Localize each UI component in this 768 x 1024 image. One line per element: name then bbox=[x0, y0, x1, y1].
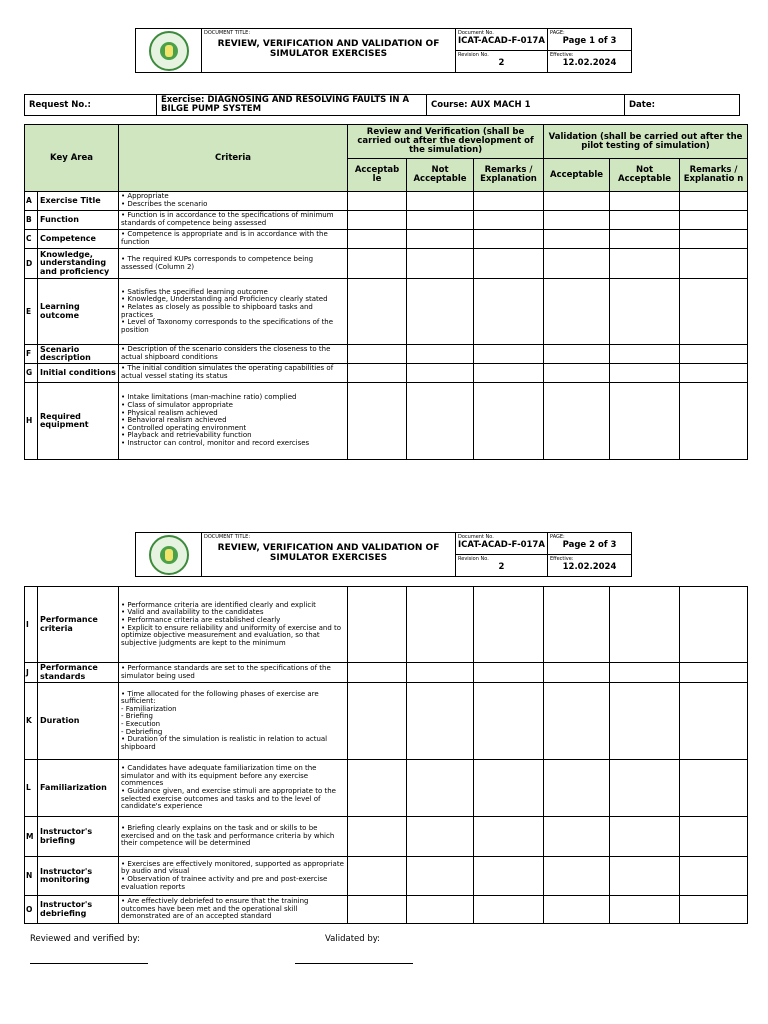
rv-remarks-cell[interactable] bbox=[474, 345, 544, 364]
key-area-cell: Exercise Title bbox=[38, 192, 119, 211]
key-area-cell: Duration bbox=[38, 683, 119, 760]
key-area-cell: Scenario description bbox=[38, 345, 119, 364]
criteria-cell bbox=[119, 683, 348, 760]
key-area-cell: Instructor's debriefing bbox=[38, 896, 119, 924]
v-remarks-cell[interactable] bbox=[680, 817, 748, 857]
criteria-cell bbox=[119, 230, 348, 249]
doc-no-cell bbox=[456, 533, 548, 555]
revision-label: Revision No. bbox=[458, 52, 489, 58]
v-remarks-cell[interactable] bbox=[680, 896, 748, 924]
doc-title-label: DOCUMENT TITLE: bbox=[204, 30, 251, 36]
criteria-cell bbox=[119, 211, 348, 230]
criteria-item: • Level of Taxonomy corresponds to the specifications of the position bbox=[121, 318, 334, 334]
row-letter: G bbox=[25, 364, 38, 383]
rv-acceptable-cell[interactable] bbox=[348, 587, 407, 663]
criteria-item: - Debriefing bbox=[121, 727, 163, 736]
criteria-table-page2 bbox=[24, 586, 748, 924]
criteria-item: • Describes the scenario bbox=[121, 200, 208, 208]
criteria-item: • Competence is appropriate and is in accordance with the function bbox=[121, 230, 328, 246]
row-letter: M bbox=[25, 817, 38, 857]
doc-title: REVIEW, VERIFICATION AND VALIDATION OF SIMULATOR EXERCISES bbox=[217, 543, 440, 563]
key-area-cell: Function bbox=[38, 211, 119, 230]
rv-remarks-cell[interactable] bbox=[474, 896, 544, 924]
effective-label: Effective: bbox=[550, 556, 574, 562]
page-number: Page 2 of 3 bbox=[562, 540, 617, 550]
date-field[interactable]: Date: bbox=[625, 95, 740, 116]
criteria-item: - Briefing bbox=[121, 712, 153, 721]
revision-no: 2 bbox=[498, 58, 505, 68]
rv-not-acceptable-cell[interactable] bbox=[407, 249, 474, 279]
rv-not-acceptable-cell[interactable] bbox=[407, 817, 474, 857]
row-letter: D bbox=[25, 249, 38, 279]
criteria-cell bbox=[119, 760, 348, 817]
document-header-page1 bbox=[135, 28, 632, 73]
rv-remarks-cell[interactable] bbox=[474, 211, 544, 230]
rv-not-acceptable-cell[interactable] bbox=[407, 896, 474, 924]
criteria-item: • Are effectively debriefed to ensure that the training outcomes have been met and the operational skill demonstrated are of an accepted standard bbox=[121, 897, 309, 921]
row-letter: E bbox=[25, 279, 38, 345]
doc-no-cell bbox=[456, 29, 548, 51]
key-area-cell: Instructor's briefing bbox=[38, 817, 119, 857]
v-not-acceptable-cell[interactable] bbox=[610, 896, 680, 924]
criteria-cell bbox=[119, 587, 348, 663]
effective-date: 12.02.2024 bbox=[562, 562, 617, 572]
v-not-acceptable-cell[interactable] bbox=[610, 683, 680, 760]
criteria-item: - Execution bbox=[121, 720, 161, 728]
v-remarks-cell[interactable] bbox=[680, 279, 748, 345]
criteria-table-page1 bbox=[24, 124, 748, 460]
rv-acceptable-cell[interactable] bbox=[348, 896, 407, 924]
criteria-item: • Explicit to ensure reliability and uniformity of exercise and to optimize objective measurement and evaluation, so that subjective judgments are kept to the minimum bbox=[121, 623, 342, 647]
request-info-table bbox=[24, 94, 740, 116]
rv-not-acceptable-cell[interactable] bbox=[407, 683, 474, 760]
v-not-acceptable-cell[interactable] bbox=[610, 345, 680, 364]
criteria-item: • Performance criteria are identified clearly and explicit bbox=[121, 600, 316, 609]
criteria-item: • The initial condition simulates the operating capabilities of actual vessel stating its status bbox=[121, 364, 334, 380]
v-acceptable-cell[interactable] bbox=[544, 857, 610, 896]
key-area-cell: Competence bbox=[38, 230, 119, 249]
row-letter: L bbox=[25, 760, 38, 817]
rv-not-acceptable-cell[interactable] bbox=[407, 345, 474, 364]
v-remarks-cell[interactable] bbox=[680, 364, 748, 383]
criteria-row bbox=[25, 192, 748, 211]
row-letter: I bbox=[25, 587, 38, 663]
criteria-cell bbox=[119, 857, 348, 896]
rv-not-acceptable-cell[interactable] bbox=[407, 192, 474, 211]
doc-no: ICAT-ACAD-F-017A bbox=[458, 540, 545, 550]
row-letter: N bbox=[25, 857, 38, 896]
v-not-acceptable-cell[interactable] bbox=[610, 663, 680, 683]
criteria-item: • Candidates have adequate familiarization time on the simulator and with its equipment before any exercise commences bbox=[121, 764, 317, 788]
page-cell bbox=[548, 533, 632, 555]
reviewed-signature-line[interactable] bbox=[30, 963, 148, 964]
institution-logo-icon bbox=[149, 31, 189, 71]
rv-remarks-cell[interactable] bbox=[474, 249, 544, 279]
criteria-item: • Function is in accordance to the specifications of minimum standards of competence being assessed bbox=[121, 211, 334, 227]
criteria-row bbox=[25, 817, 748, 857]
page-label: PAGE: bbox=[550, 30, 565, 36]
v-acceptable-cell[interactable] bbox=[544, 230, 610, 249]
rv-acceptable-cell[interactable] bbox=[348, 383, 407, 460]
rv-not-acceptable-cell[interactable] bbox=[407, 211, 474, 230]
v-acceptable-cell[interactable] bbox=[544, 279, 610, 345]
criteria-item: • Behavioral realism achieved bbox=[121, 416, 227, 425]
effective-label: Effective: bbox=[550, 52, 574, 58]
rv-acceptable-cell[interactable] bbox=[348, 683, 407, 760]
row-letter: B bbox=[25, 211, 38, 230]
logo-cell bbox=[136, 533, 202, 577]
page-label: PAGE: bbox=[550, 534, 565, 540]
criteria-row bbox=[25, 383, 748, 460]
v-acceptable-cell[interactable] bbox=[544, 249, 610, 279]
v-not-acceptable-cell[interactable] bbox=[610, 857, 680, 896]
criteria-item: • Knowledge, Understanding and Proficiency clearly stated bbox=[121, 295, 328, 304]
v-not-acceptable-cell[interactable] bbox=[610, 192, 680, 211]
criteria-item: • Description of the scenario considers the closeness to the actual shipboard conditions bbox=[121, 345, 331, 361]
revision-cell bbox=[456, 51, 548, 73]
rv-acceptable-cell[interactable] bbox=[348, 857, 407, 896]
key-area-header: Key Area bbox=[25, 125, 119, 192]
v-remarks-cell[interactable] bbox=[680, 587, 748, 663]
effective-cell bbox=[548, 555, 632, 577]
v-not-acceptable-cell[interactable] bbox=[610, 364, 680, 383]
validation-header: Validation (shall be carried out after the pilot testing of simulation) bbox=[544, 125, 748, 159]
criteria-row bbox=[25, 760, 748, 817]
v-not-acceptable-cell[interactable] bbox=[610, 760, 680, 817]
course-field: Course: AUX MACH 1 bbox=[427, 95, 625, 116]
v-not-acceptable-header: Not Acceptable bbox=[610, 159, 680, 192]
rv-remarks-cell[interactable] bbox=[474, 817, 544, 857]
rv-acceptable-cell[interactable] bbox=[348, 364, 407, 383]
v-remarks-cell[interactable] bbox=[680, 760, 748, 817]
v-acceptable-cell[interactable] bbox=[544, 587, 610, 663]
criteria-item: • Appropriate bbox=[121, 192, 169, 201]
key-area-cell: Initial conditions bbox=[38, 364, 119, 383]
v-remarks-cell[interactable] bbox=[680, 230, 748, 249]
v-remarks-cell[interactable] bbox=[680, 683, 748, 760]
revision-cell bbox=[456, 555, 548, 577]
criteria-row bbox=[25, 587, 748, 663]
v-remarks-cell[interactable] bbox=[680, 211, 748, 230]
rv-acceptable-cell[interactable] bbox=[348, 249, 407, 279]
institution-logo-icon bbox=[149, 535, 189, 575]
key-area-cell: Familiarization bbox=[38, 760, 119, 817]
rv-remarks-cell[interactable] bbox=[474, 663, 544, 683]
effective-cell bbox=[548, 51, 632, 73]
criteria-item: • Performance standards are set to the specifications of the simulator being used bbox=[121, 663, 331, 680]
criteria-row bbox=[25, 230, 748, 249]
criteria-item: • Time allocated for the following phases of exercise are sufficient: bbox=[121, 689, 319, 706]
doc-no-label: Document No. bbox=[458, 30, 494, 36]
document-header-page2 bbox=[135, 532, 632, 577]
doc-title-cell bbox=[202, 533, 456, 577]
page-number: Page 1 of 3 bbox=[562, 36, 617, 46]
criteria-item: • Valid and availability to the candidates bbox=[121, 608, 264, 617]
key-area-cell: Required equipment bbox=[38, 383, 119, 460]
v-acceptable-cell[interactable] bbox=[544, 345, 610, 364]
criteria-header: Criteria bbox=[119, 125, 348, 192]
v-acceptable-cell[interactable] bbox=[544, 896, 610, 924]
row-letter: F bbox=[25, 345, 38, 364]
v-not-acceptable-cell[interactable] bbox=[610, 587, 680, 663]
criteria-cell bbox=[119, 249, 348, 279]
rv-remarks-cell[interactable] bbox=[474, 364, 544, 383]
v-remarks-cell[interactable] bbox=[680, 192, 748, 211]
rv-not-acceptable-cell[interactable] bbox=[407, 230, 474, 249]
v-acceptable-cell[interactable] bbox=[544, 383, 610, 460]
row-letter: J bbox=[25, 663, 38, 683]
v-acceptable-cell[interactable] bbox=[544, 663, 610, 683]
v-remarks-cell[interactable] bbox=[680, 857, 748, 896]
criteria-item: • Controlled operating environment bbox=[121, 423, 247, 432]
criteria-cell bbox=[119, 663, 348, 683]
rv-acceptable-cell[interactable] bbox=[348, 345, 407, 364]
criteria-item: • Duration of the simulation is realistic in relation to actual shipboard bbox=[121, 735, 328, 751]
criteria-cell bbox=[119, 383, 348, 460]
v-acceptable-cell[interactable] bbox=[544, 817, 610, 857]
rv-acceptable-cell[interactable] bbox=[348, 663, 407, 683]
criteria-cell bbox=[119, 896, 348, 924]
v-acceptable-cell[interactable] bbox=[544, 364, 610, 383]
rv-remarks-cell[interactable] bbox=[474, 383, 544, 460]
doc-no-label: Document No. bbox=[458, 534, 494, 540]
rv-remarks-cell[interactable] bbox=[474, 192, 544, 211]
criteria-row bbox=[25, 857, 748, 896]
criteria-cell bbox=[119, 279, 348, 345]
rv-not-acceptable-cell[interactable] bbox=[407, 364, 474, 383]
doc-no: ICAT-ACAD-F-017A bbox=[458, 36, 545, 46]
rv-not-acceptable-cell[interactable] bbox=[407, 760, 474, 817]
rv-acceptable-cell[interactable] bbox=[348, 230, 407, 249]
key-area-cell: Knowledge, understanding and proficiency bbox=[38, 249, 119, 279]
rv-remarks-cell[interactable] bbox=[474, 279, 544, 345]
criteria-item: • The required KUPs corresponds to competence being assessed (Column 2) bbox=[121, 254, 314, 271]
reviewed-by-label: Reviewed and verified by: bbox=[30, 934, 140, 944]
doc-title-cell bbox=[202, 29, 456, 73]
criteria-item: • Class of simulator appropriate bbox=[121, 401, 233, 410]
row-letter: K bbox=[25, 683, 38, 760]
criteria-item: • Satisfies the specified learning outcome bbox=[121, 287, 268, 296]
rv-remarks-header: Remarks / Explanation bbox=[474, 159, 544, 192]
criteria-row bbox=[25, 683, 748, 760]
criteria-cell bbox=[119, 192, 348, 211]
criteria-row bbox=[25, 345, 748, 364]
criteria-row bbox=[25, 663, 748, 683]
v-not-acceptable-cell[interactable] bbox=[610, 211, 680, 230]
rv-acceptable-cell[interactable] bbox=[348, 760, 407, 817]
v-not-acceptable-cell[interactable] bbox=[610, 817, 680, 857]
key-area-cell: Instructor's monitoring bbox=[38, 857, 119, 896]
v-not-acceptable-cell[interactable] bbox=[610, 383, 680, 460]
criteria-item: • Instructor can control, monitor and record exercises bbox=[121, 438, 310, 447]
rv-not-acceptable-header: Not Acceptable bbox=[407, 159, 474, 192]
rv-acceptable-header: Acceptab le bbox=[348, 159, 407, 192]
criteria-item: • Briefing clearly explains on the task and or skills to be exercised and on the task and performance criteria by which their competence will be determined bbox=[121, 824, 335, 848]
v-acceptable-cell[interactable] bbox=[544, 192, 610, 211]
v-acceptable-cell[interactable] bbox=[544, 683, 610, 760]
v-acceptable-cell[interactable] bbox=[544, 760, 610, 817]
revision-no: 2 bbox=[498, 562, 505, 572]
validated-signature-line[interactable] bbox=[295, 963, 413, 964]
criteria-row bbox=[25, 279, 748, 345]
row-letter: H bbox=[25, 383, 38, 460]
rv-remarks-cell[interactable] bbox=[474, 230, 544, 249]
criteria-item: • Intake limitations (man-machine ratio) complied bbox=[121, 393, 297, 402]
page-cell bbox=[548, 29, 632, 51]
v-not-acceptable-cell[interactable] bbox=[610, 279, 680, 345]
review-verification-header: Review and Verification (shall be carried out after the development of the simulation) bbox=[348, 125, 544, 159]
row-letter: O bbox=[25, 896, 38, 924]
key-area-cell: Performance criteria bbox=[38, 587, 119, 663]
doc-title-label: DOCUMENT TITLE: bbox=[204, 534, 251, 540]
criteria-item: - Familiarization bbox=[121, 704, 177, 713]
rv-not-acceptable-cell[interactable] bbox=[407, 279, 474, 345]
row-letter: A bbox=[25, 192, 38, 211]
key-area-cell: Learning outcome bbox=[38, 279, 119, 345]
v-not-acceptable-cell[interactable] bbox=[610, 249, 680, 279]
rv-remarks-cell[interactable] bbox=[474, 683, 544, 760]
v-remarks-cell[interactable] bbox=[680, 249, 748, 279]
rv-not-acceptable-cell[interactable] bbox=[407, 663, 474, 683]
v-acceptable-cell[interactable] bbox=[544, 211, 610, 230]
rv-not-acceptable-cell[interactable] bbox=[407, 857, 474, 896]
request-no-field[interactable]: Request No.: bbox=[25, 95, 157, 116]
rv-acceptable-cell[interactable] bbox=[348, 211, 407, 230]
v-remarks-cell[interactable] bbox=[680, 383, 748, 460]
row-letter: C bbox=[25, 230, 38, 249]
criteria-item: • Observation of trainee activity and pre and post-exercise evaluation reports bbox=[121, 875, 328, 891]
criteria-item: • Guidance given, and exercise stimuli are appropriate to the selected exercise outcomes and tasks and to the level of candidate's experience bbox=[121, 787, 336, 811]
validated-by-label: Validated by: bbox=[325, 934, 381, 944]
criteria-cell bbox=[119, 345, 348, 364]
rv-acceptable-cell[interactable] bbox=[348, 817, 407, 857]
criteria-item: • Exercises are effectively monitored, supported as appropriate by audio and visual bbox=[121, 859, 344, 876]
rv-acceptable-cell[interactable] bbox=[348, 279, 407, 345]
rv-remarks-cell[interactable] bbox=[474, 857, 544, 896]
doc-title: REVIEW, VERIFICATION AND VALIDATION OF SIMULATOR EXERCISES bbox=[217, 39, 440, 59]
effective-date: 12.02.2024 bbox=[562, 58, 617, 68]
v-remarks-cell[interactable] bbox=[680, 345, 748, 364]
v-not-acceptable-cell[interactable] bbox=[610, 230, 680, 249]
revision-label: Revision No. bbox=[458, 556, 489, 562]
criteria-row bbox=[25, 896, 748, 924]
criteria-item: • Performance criteria are established clearly bbox=[121, 615, 281, 624]
rv-not-acceptable-cell[interactable] bbox=[407, 383, 474, 460]
logo-cell bbox=[136, 29, 202, 73]
v-remarks-header: Remarks / Explanatio n bbox=[680, 159, 748, 192]
rv-not-acceptable-cell[interactable] bbox=[407, 587, 474, 663]
rv-remarks-cell[interactable] bbox=[474, 587, 544, 663]
criteria-row bbox=[25, 249, 748, 279]
criteria-item: • Relates as closely as possible to shipboard tasks and practices bbox=[121, 302, 313, 319]
criteria-row bbox=[25, 364, 748, 383]
rv-remarks-cell[interactable] bbox=[474, 760, 544, 817]
criteria-cell bbox=[119, 364, 348, 383]
key-area-cell: Performance standards bbox=[38, 663, 119, 683]
criteria-cell bbox=[119, 817, 348, 857]
criteria-item: • Playback and retrievability function bbox=[121, 431, 252, 440]
exercise-field: Exercise: DIAGNOSING AND RESOLVING FAULTS IN A BILGE PUMP SYSTEM bbox=[157, 95, 427, 116]
criteria-item: • Physical realism achieved bbox=[121, 408, 218, 417]
v-remarks-cell[interactable] bbox=[680, 663, 748, 683]
v-acceptable-header: Acceptable bbox=[544, 159, 610, 192]
criteria-row bbox=[25, 211, 748, 230]
rv-acceptable-cell[interactable] bbox=[348, 192, 407, 211]
